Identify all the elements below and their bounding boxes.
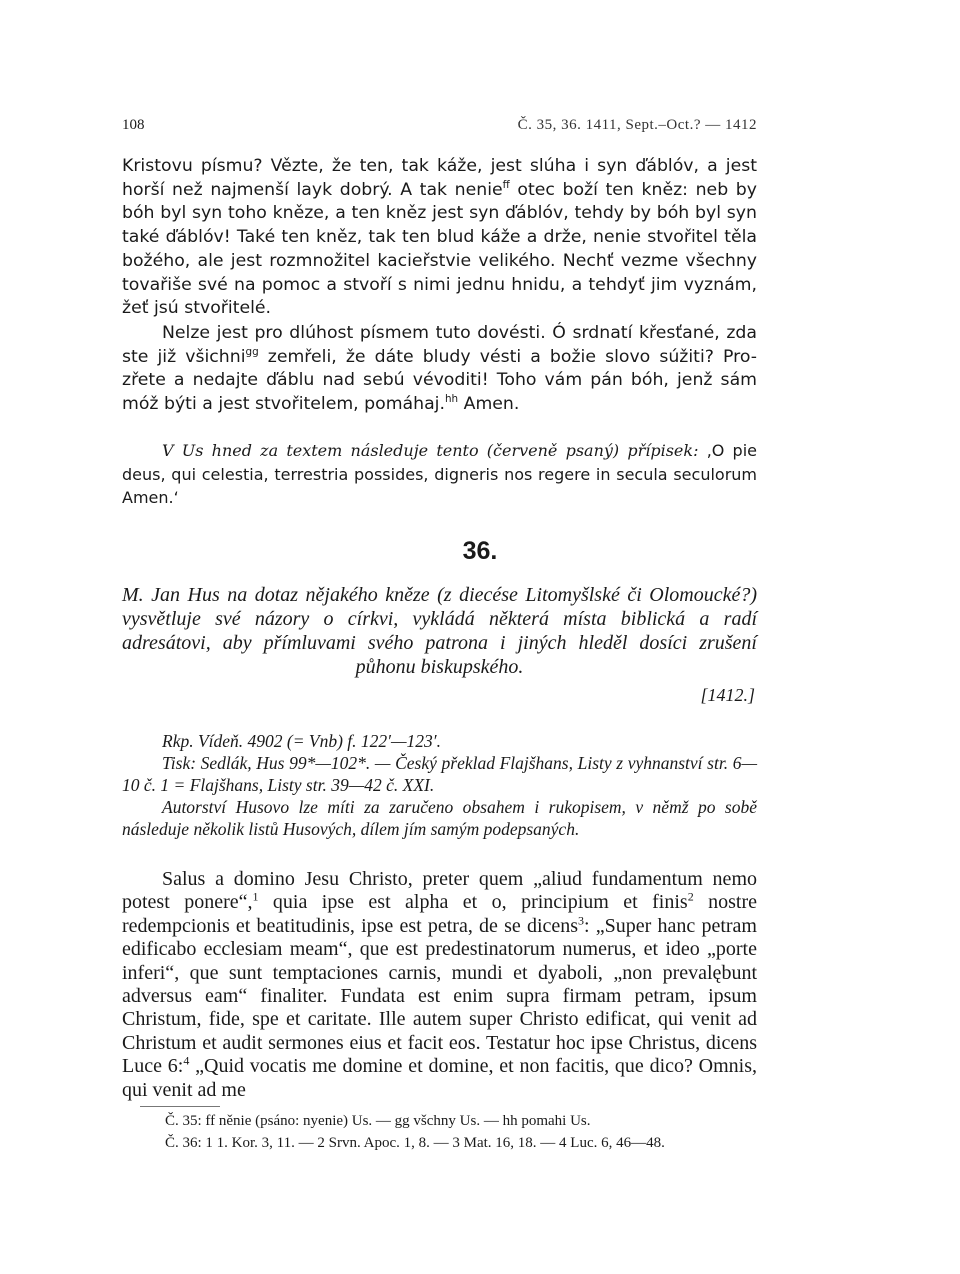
sources-block: [122, 730, 757, 840]
note-text: ‚O pie deus, qui celestia, terrestria possides, digneris nos regere in secula seculorum Amen.‘: [122, 441, 757, 508]
authorship-note: Autorství Husovo lze míti za zaručeno obsahem i rukopisem, v němž po sobě následuje několik listů Husových, dílem jím samým podepsaných.: [122, 797, 757, 839]
text-line: stvořitel těla božého, ale jest rozmnožitel kacieřstvie velikého. Nechť: [122, 227, 757, 271]
footnote-marker: ff: [502, 178, 510, 191]
text-line: otec boží ten kněz: neb: [509, 179, 729, 200]
manuscript-source: Rkp. Vídeň. 4902 (= Vnb) f. 122′—123′.: [162, 731, 442, 751]
czech-paragraph-1: [122, 155, 757, 321]
footnote-marker: 2: [687, 889, 694, 904]
latin-text: quia ipse est alpha et o, principium et finis: [258, 891, 688, 914]
footnote-line-35: Č. 35: ff něnie (psáno: nyenie) Us. — gg všchny Us. — hh pomahi Us.: [165, 1113, 591, 1129]
running-head: Č. 35, 36. 1411, Sept.–Oct.? — 1412: [517, 117, 757, 133]
page-number: 108: [122, 117, 145, 133]
text-line: horší než najmenší layk dobrý. A tak nenie: [122, 179, 503, 200]
section-title: M. Jan Hus na dotaz nějakého kněze (z diecése Litomyšlské či Olomoucké?) vysvětluje své názory o církvi, vykládá některá místa biblická a radí adresátovi, aby přímluvami svého patrona i jiných hleděl dosíci zrušení půhonu biskupského.: [122, 584, 757, 678]
latin-text: „Quid vocatis me domine et domine, et non facitis, que dico? Omnis, qui venit ad me: [122, 1055, 758, 1101]
text-line: Amen.: [458, 394, 520, 415]
footnote-marker: 4: [183, 1053, 190, 1068]
footnote-line-36: Č. 36: 1 1. Kor. 3, 11. — 2 Srvn. Apoc. 1, 8. — 3 Mat. 16, 18. — 4 Luc. 6, 46—48.: [165, 1135, 665, 1151]
text-line: zřete a nedajte ďáblu nad sebú vévoditi! Toho vám pán bóh, jenž sám: [122, 370, 757, 391]
footnotes: [165, 1110, 765, 1154]
footnote-marker: hh: [444, 393, 459, 406]
latin-text: nostre redempcionis et beatitudinis, ipse est petra, de se dicens: [122, 891, 757, 937]
print-source: Tisk: Sedlák, Hus 99*—102*. — Český překlad Flajšhans, Listy z vyhnanství str. 6—10 č. 1 = Flajšhans, Listy str. 39—42 č. XXI.: [122, 753, 757, 795]
text-line: tehdyť jim vyznám, žeť jsú stvořitelé.: [122, 274, 757, 319]
latin-letter-text: [122, 868, 757, 1102]
text-line: móž býti a jest stvořitelem, pomáhaj.: [122, 394, 445, 415]
footnote-marker: 1: [252, 889, 259, 904]
footnote-marker: gg: [245, 345, 259, 358]
text-line: byl syn také ďáblóv! Také ten kněz, tak ten blud káže a drže, nenie: [122, 203, 757, 248]
czech-paragraph-2: [122, 322, 757, 417]
latin-text: : „Super hanc petram edificabo ecclesiam meam“, que est predestinatorum numerus, et ideo „porte inferi“, que sunt temptaciones carnis, mundi et dyaboli, „non prevalębunt adversus eam“ finaliter. Fundata est enim supra firmam petram, ipsum Christum, fide, spe et caritate. Ille autem super Christo edificat, qui venit ad Christum et audit sermones eius et facit eos. Testatur hoc ipse Christus, dicens Luce 6:: [122, 914, 757, 1078]
text-line: vezme všechny tovařiše své na pomoc a stvoří s nimi jednu hnidu, a: [122, 250, 758, 295]
note-italic: V Us hned za textem následuje tento (červeně psaný) přípisek:: [162, 441, 699, 460]
section-number: 36.: [462, 537, 498, 565]
latin-text: Salus a domino Jesu Christo, preter quem „aliud fundamentum nemo potest ponere“,: [122, 868, 757, 914]
footnote-divider: [140, 1106, 220, 1107]
footnote-marker: 3: [578, 913, 585, 928]
text-line: Nelze jest pro dlúhost písmem tuto dovésti. Ó srdnatí křesťané, zda: [162, 323, 757, 343]
section-date: [1412.]: [700, 685, 755, 705]
text-line: zemřeli, že dáte bludy vésti a božie slovo súžiti? Pro-: [258, 346, 757, 367]
editorial-note: [122, 439, 757, 510]
text-line: ste již všichni: [122, 346, 246, 367]
text-line: Kristovu písmu? Vězte, že ten, tak káže, jest slúha i syn ďáblóv, a jest: [122, 156, 757, 176]
running-header: [122, 117, 757, 141]
text-line: by bóh byl syn toho kněze, a ten kněz jest syn ďáblóv, tehdy by bóh: [122, 179, 757, 224]
